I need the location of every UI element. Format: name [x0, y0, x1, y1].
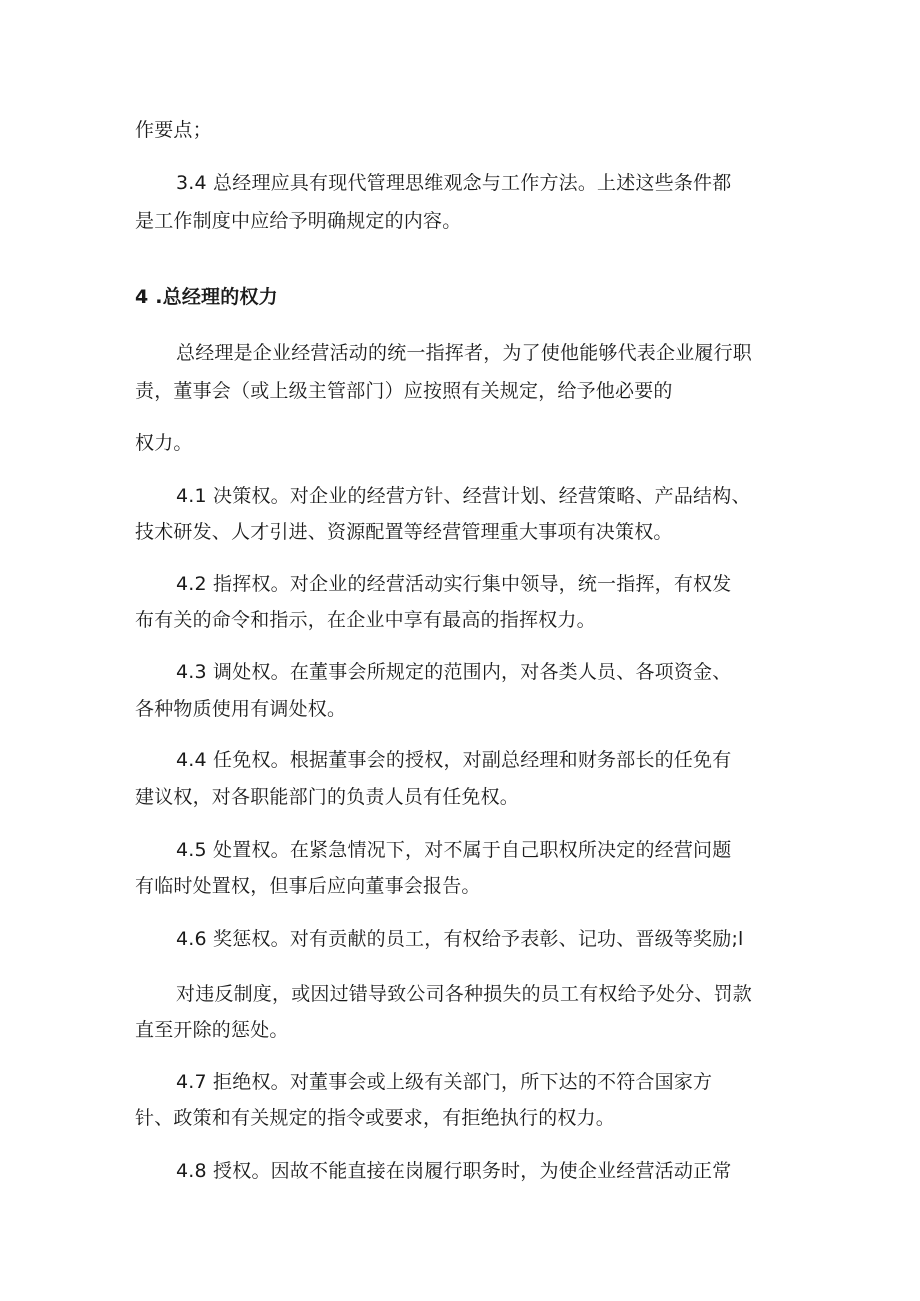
text-line: 责，董事会（或上级主管部门）应按照有关规定，给予他必要的: [135, 380, 673, 402]
text-line: 4.8 授权。因故不能直接在岗履行职务时，为使企业经营活动正常: [176, 1160, 732, 1182]
text-line: 4.1 决策权。对企业的经营方针、经营计划、经营策略、产品结构、: [176, 485, 751, 507]
text-line: 布有关的命令和指示，在企业中享有最高的指挥权力。: [135, 609, 596, 631]
text-line: 建议权，对各职能部门的负责人员有任免权。: [135, 786, 520, 808]
section-heading: 4 .总经理的权力: [135, 286, 278, 308]
text-line: 3.4 总经理应具有现代管理思维观念与工作方法。上述这些条件都: [176, 172, 732, 194]
text-line: 4.4 任免权。根据董事会的授权，对副总经理和财务部长的任免有: [176, 749, 732, 771]
text-line: 权力。: [135, 432, 193, 454]
text-line: 针、政策和有关规定的指令或要求，有拒绝执行的权力。: [135, 1107, 616, 1129]
text-line: 有临时处置权，但事后应向董事会报告。: [135, 875, 481, 897]
text-line: 是工作制度中应给予明确规定的内容。: [135, 210, 462, 232]
text-line: 4.5 处置权。在紧急情况下，对不属于自己职权所决定的经营问题: [176, 839, 732, 861]
text-line: 4.3 调处权。在董事会所规定的范围内，对各类人员、各项资金、: [176, 661, 732, 683]
text-line: 总经理是企业经营活动的统一指挥者，为了使他能够代表企业履行职: [176, 342, 753, 364]
text-line: 各种物质使用有调处权。: [135, 698, 347, 720]
text-line: 4.7 拒绝权。对董事会或上级有关部门，所下达的不符合国家方: [176, 1071, 713, 1093]
text-line: 作要点；: [135, 119, 212, 141]
text-line: 4.6 奖惩权。对有贡献的员工，有权给予表彰、记功、晋级等奖励;l: [176, 928, 744, 950]
text-line: 对违反制度，或因过错导致公司各种损失的员工有权给予处分、罚款: [176, 983, 753, 1005]
text-line: 技术研发、人才引进、资源配置等经营管理重大事项有决策权。: [135, 521, 673, 543]
text-line: 4.2 指挥权。对企业的经营活动实行集中领导，统一指挥，有权发: [176, 573, 732, 595]
text-line: 直至开除的惩处。: [135, 1019, 289, 1041]
